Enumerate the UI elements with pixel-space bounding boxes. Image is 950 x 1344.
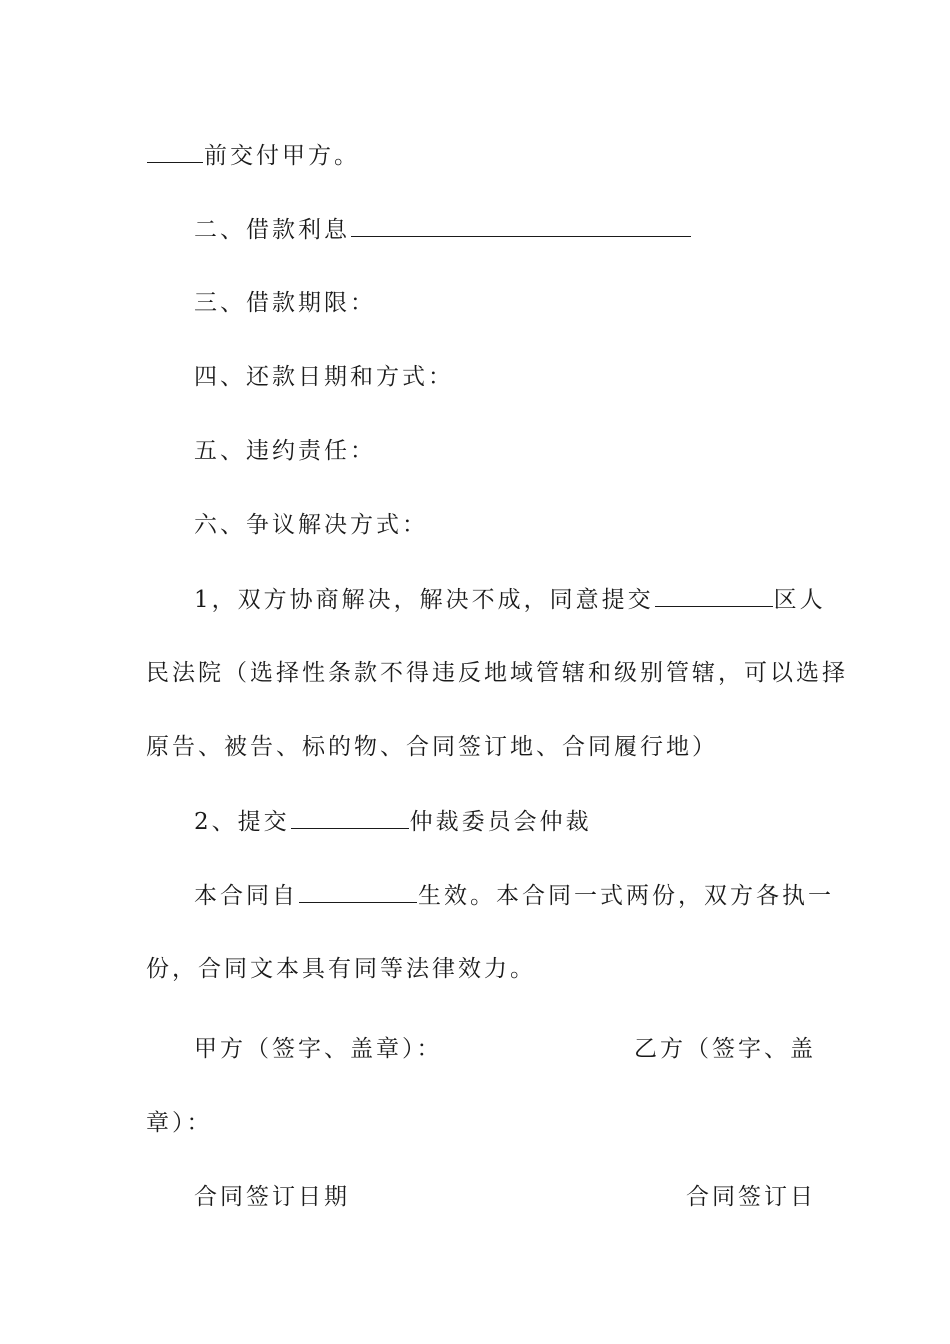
fill-blank bbox=[291, 806, 409, 829]
paragraph-dispute-option-1 bbox=[194, 584, 826, 615]
fill-blank bbox=[351, 214, 691, 237]
fill-blank bbox=[147, 140, 203, 163]
paragraph-dispute-option-2 bbox=[194, 806, 592, 837]
paragraph-text: 本合同自 bbox=[194, 883, 298, 909]
paragraph-text: 区人 bbox=[773, 587, 826, 613]
paragraph-term: 三、借款期限： bbox=[194, 290, 376, 316]
paragraph-interest bbox=[194, 214, 692, 245]
signature-party-b: 乙方（签字、盖 bbox=[634, 1036, 816, 1062]
fill-blank bbox=[655, 584, 773, 607]
paragraph-text: 生效。本合同一式两份，双方各执一 bbox=[418, 883, 834, 909]
paragraph-effective bbox=[194, 880, 834, 911]
paragraph-text: 2、提交 bbox=[194, 809, 290, 835]
paragraph-text: 二、借款利息 bbox=[194, 217, 350, 243]
sign-date-a: 合同签订日期 bbox=[194, 1184, 350, 1210]
paragraph-text: 前交付甲方。 bbox=[204, 143, 360, 169]
paragraph-dispute-option-1-cont2: 原告、被告、标的物、合同签订地、合同履行地） bbox=[146, 734, 718, 760]
paragraph-dispute-option-1-cont: 民法院（选择性条款不得违反地域管辖和级别管辖，可以选择 bbox=[146, 660, 848, 686]
fill-blank bbox=[299, 880, 417, 903]
paragraph-text: 1，双方协商解决，解决不成，同意提交 bbox=[194, 587, 654, 613]
paragraph-text: 仲裁委员会仲裁 bbox=[409, 809, 592, 835]
paragraph-repayment: 四、还款日期和方式： bbox=[194, 364, 454, 390]
signature-party-a: 甲方（签字、盖章）： bbox=[194, 1036, 443, 1062]
sign-date-b: 合同签订日 bbox=[686, 1184, 816, 1210]
paragraph-dispute: 六、争议解决方式： bbox=[194, 512, 428, 538]
paragraph-liability: 五、违约责任： bbox=[194, 438, 376, 464]
paragraph-delivery bbox=[146, 140, 360, 171]
signature-party-b-cont: 章）： bbox=[146, 1110, 213, 1136]
paragraph-effective-cont: 份，合同文本具有同等法律效力。 bbox=[146, 956, 536, 982]
